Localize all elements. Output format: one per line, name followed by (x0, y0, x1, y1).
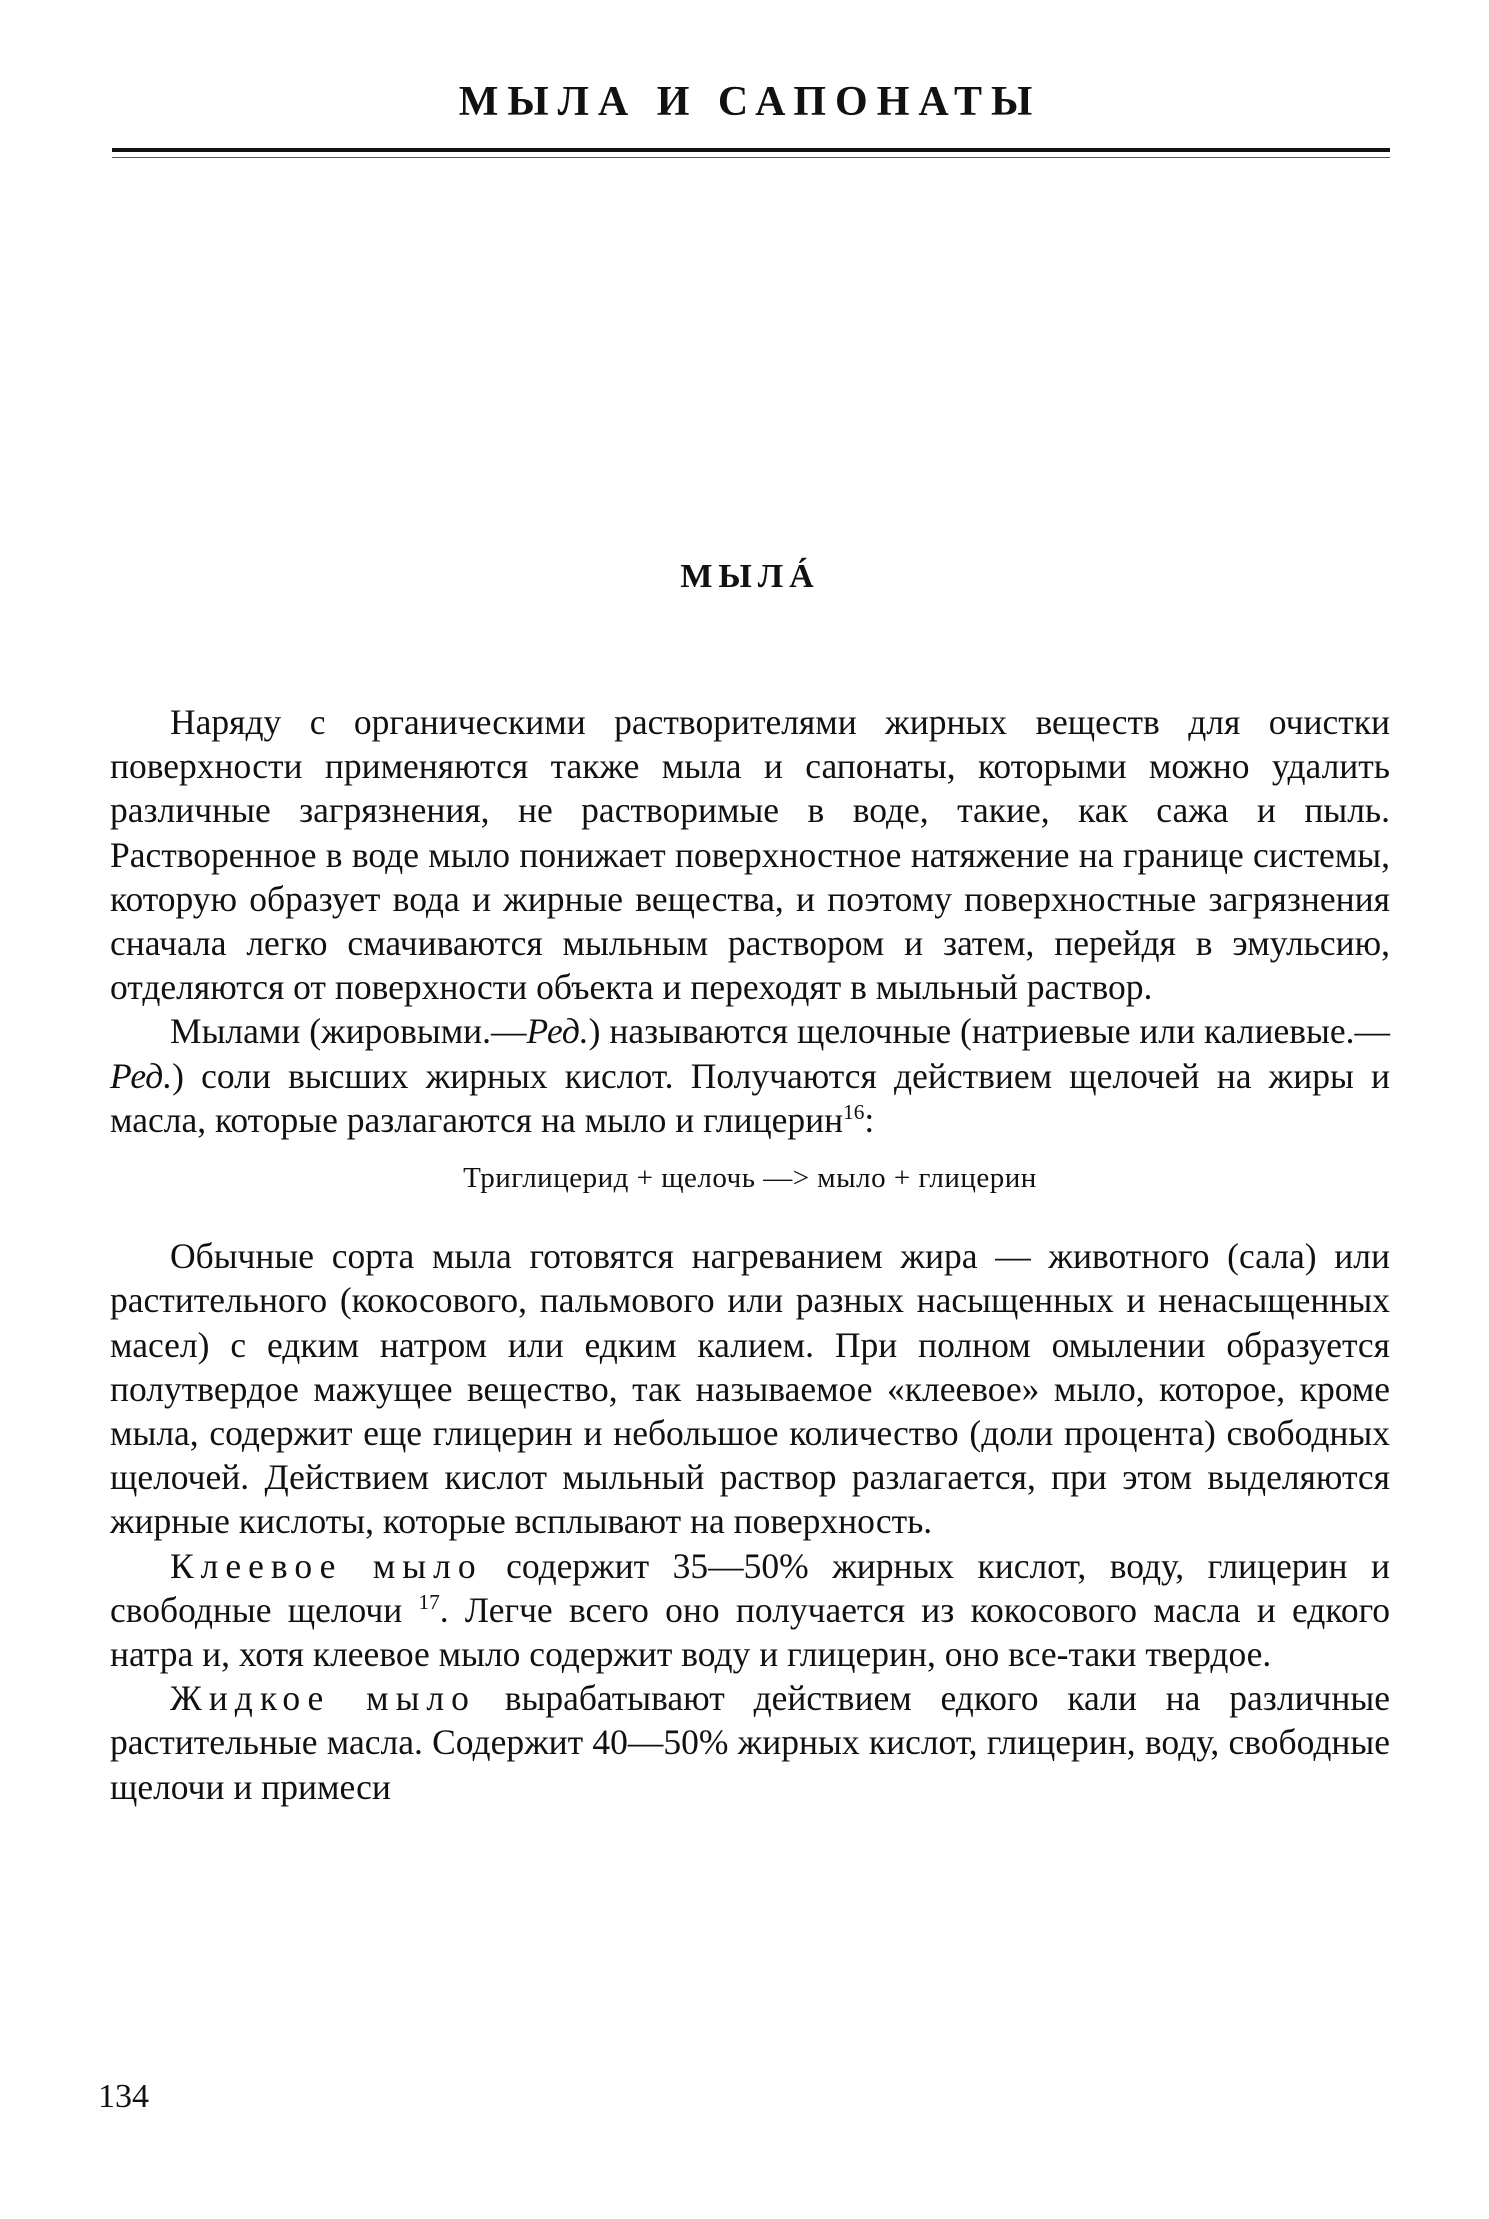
paragraph-2-part-d: : (864, 1099, 875, 1140)
paragraph-2-part-b: ) называются щелочные (натриевые или калиевые.— (588, 1011, 1390, 1052)
header-rule-thick (112, 148, 1390, 152)
body-text (110, 700, 1390, 1809)
paragraph-4-part-a: содержит 35—50% жирных кислот, воду, глицерин и свободные щелочи (110, 1545, 1391, 1630)
section-title: МЫЛÁ (680, 558, 820, 595)
paragraph-2 (110, 1009, 1390, 1142)
footnote-ref-16: 16 (843, 1100, 865, 1124)
paragraph-5-part-a: вырабатывают действием едкого кали на различные растительные масла. Содержит 40—50% жирных кислот, глицерин, воду, свободные щелочи и примеси (110, 1678, 1390, 1807)
paragraph-4-part-b: . Легче всего оно получается из кокосового масла и едкого натра и, хотя клеевое мыло содержит воду и глицерин, оно все-таки твердое. (110, 1589, 1390, 1675)
footnote-ref-17: 17 (418, 1590, 440, 1615)
paragraph-4 (110, 1544, 1390, 1677)
paragraph-2-part-a: Мылами (жировыми.— (170, 1011, 527, 1052)
paragraph-5 (110, 1676, 1390, 1809)
running-head: МЫЛА И САПОНАТЫ (458, 79, 1042, 125)
reaction-formula: Триглицерид + щелочь —> мыло + глицерин (463, 1162, 1037, 1195)
paragraph-2-part-c: ) соли высших жирных кислот. Получаются действием щелочей на жиры и масла, которые разлагаются на мыло и глицерин (110, 1055, 1390, 1140)
paragraph-1: Наряду с органическими растворителями жирных веществ для очистки поверхности применяются также мыла и сапонаты, которыми можно удалить различные загрязнения, не растворимые в воде, такие, как сажа и пыль. Растворенное в воде мыло понижает поверхностное натяжение на границе системы, которую образует вода и жирные вещества, и поэтому поверхностные загрязнения сначала легко смачиваются мыльным раствором и затем, перейдя в эмульсию, отделяются от поверхности объекта и переходят в мыльный раствор. (110, 702, 1390, 1008)
page-number: 134 (98, 2078, 149, 2115)
editor-note-1: Ред. (526, 1011, 589, 1052)
editor-note-2: Ред. (110, 1055, 173, 1096)
header-rule-thin (112, 157, 1390, 158)
term-glue-soap: Клеевое мыло (170, 1545, 483, 1586)
paragraph-3: Обычные сорта мыла готовятся нагреванием жира — животного (сала) или растительного (кокосового, пальмового или разных насыщенных и ненасыщенных масел) с едким натром или едким калием. При полном омылении образуется полутвердое мажущее вещество, так называемое «клеевое» мыло, которое, кроме мыла, содержит еще глицерин и небольшое количество (доли процента) свободных щелочей. Действием кислот мыльный раствор разлагается, при этом выделяются жирные кислоты, которые всплывают на поверхность. (110, 1236, 1390, 1542)
term-liquid-soap: Жидкое мыло (170, 1678, 476, 1719)
